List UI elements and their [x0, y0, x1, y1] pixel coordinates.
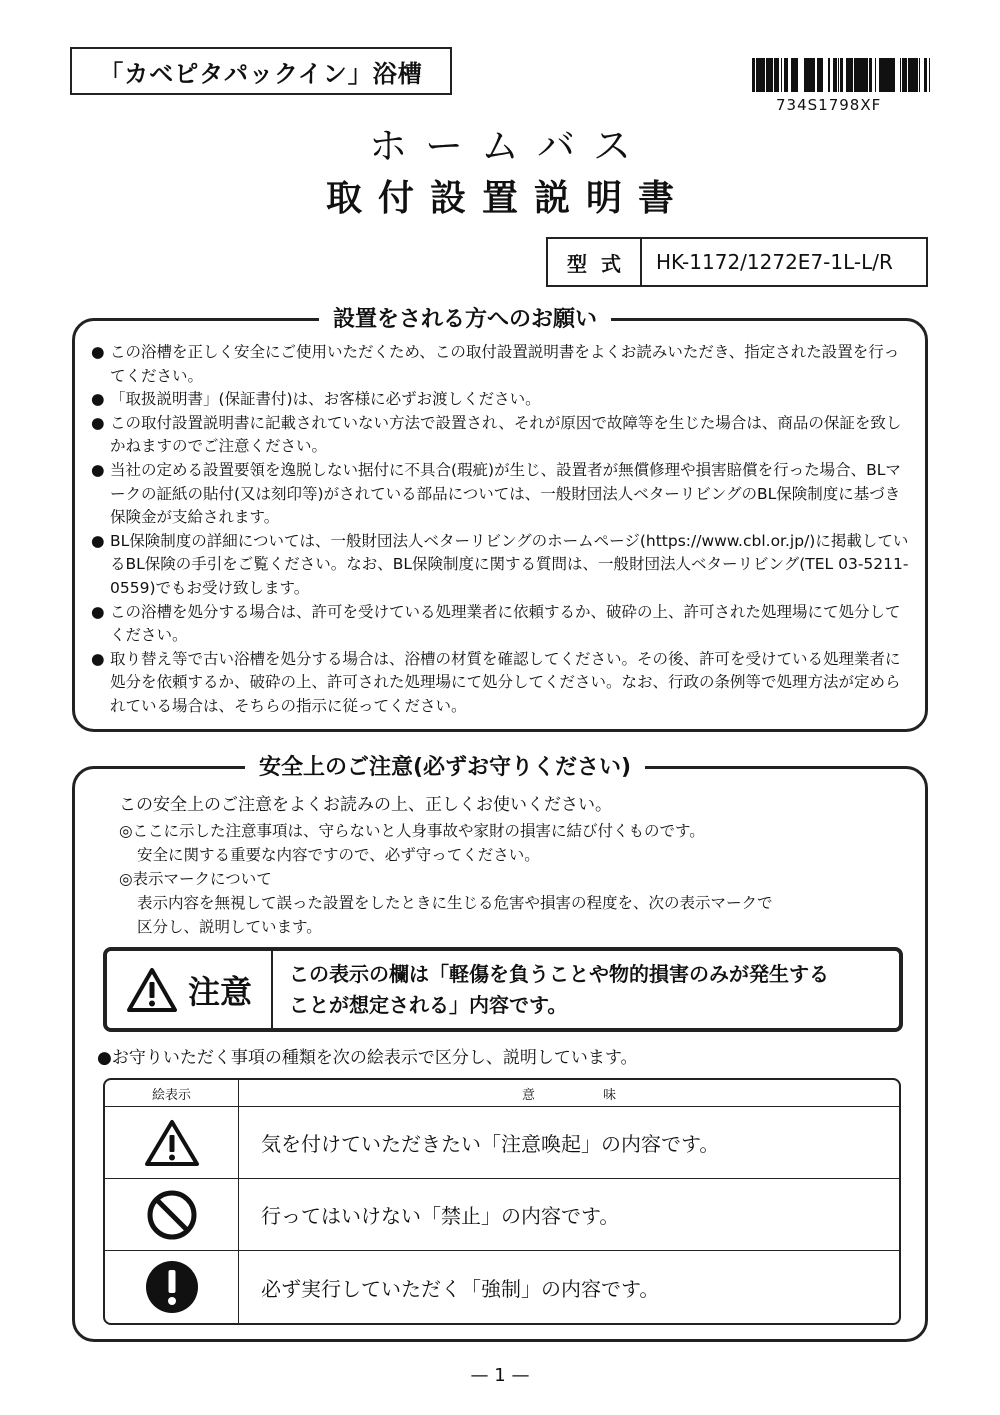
- barcode-bar: [900, 58, 901, 92]
- barcode-bar: [793, 58, 795, 92]
- header-symbol: 絵表示: [105, 1080, 239, 1106]
- barcode-bar: [822, 58, 823, 92]
- barcode-bar: [888, 58, 890, 92]
- document-title-line2: 取付設置説明書: [325, 178, 690, 219]
- barcode-bar: [858, 58, 859, 92]
- barcode-bar: [764, 58, 765, 92]
- installer-requests-title: 設置をされる方へのお願い: [319, 302, 611, 333]
- barcode-bar: [926, 58, 927, 92]
- symbol-table-header: [105, 1080, 899, 1107]
- barcode-bar: [811, 58, 813, 92]
- caution-description: [273, 951, 899, 1028]
- safety-note-2-cont: 区分し、説明しています。: [137, 918, 322, 936]
- installer-requests-box: [72, 307, 928, 732]
- barcode-bar: [919, 58, 920, 92]
- caution-word: 注意: [187, 972, 252, 1011]
- barcode-bar: [768, 58, 770, 92]
- model-box: [546, 237, 928, 287]
- barcode-bar: [752, 58, 753, 92]
- request-item: ● 「取扱説明書」(保証書付)は、お客様に必ずお渡しください。: [91, 388, 913, 412]
- barcode-bar: [836, 58, 837, 92]
- barcode-bar: [835, 58, 836, 92]
- barcode-bar: [846, 58, 849, 92]
- request-item: ● この取付設置説明書に記載されていない方法で設置され、それが原因で故障等を生じた場合は、商品の保証を致しかねますのでご注意ください。: [91, 412, 913, 459]
- barcode-bar: [913, 58, 916, 92]
- barcode-bar: [786, 58, 787, 92]
- barcode-bar: [842, 58, 843, 92]
- table-row: [105, 1179, 899, 1251]
- barcode-bar: [849, 58, 850, 92]
- row-meaning: 気を付けていただきたい「注意喚起」の内容です。: [261, 1132, 720, 1156]
- barcode-bar: [875, 58, 876, 92]
- request-item: ● 取り替え等で古い浴槽を処分する場合は、浴槽の材質を確認してください。その後、許可を受けている処理業者に処分を依頼するか、破砕の上、許可された処理場にて処分してください。なお、行政の条例等で処理方法が定められている場合は、そちらの指示に従ってください。: [91, 648, 913, 719]
- barcode-bar: [894, 58, 895, 92]
- request-item: ● この浴槽を処分する場合は、許可を受けている処理業者に依頼するか、破砕の上、許可された処理場にて処分してください。: [91, 601, 913, 648]
- prohibition-icon: [145, 1188, 199, 1242]
- safety-note-2: 表示内容を無視して誤った設置をしたときに生じる危害や損害の程度を、次の表示マークで: [137, 894, 773, 912]
- barcode-bar: [902, 58, 904, 92]
- barcode-bar: [850, 58, 852, 92]
- barcode-bar: [766, 58, 768, 92]
- symbol-table: [103, 1078, 901, 1325]
- request-item: ● BL保険制度の詳細については、一般財団法人ベターリビングのホームページ(https://www.cbl.or.jp/)に掲載しているBL保険の手引をご覧ください。なお、BL保険制度に関する質問は、一般財団法人ベターリビング(TEL 03-5211-0559)でもお受け致します。: [91, 530, 913, 601]
- barcode-bar: [911, 58, 912, 92]
- barcode-bar: [756, 58, 758, 92]
- barcode-bar: [758, 58, 761, 92]
- safety-intro: この安全上のご注意をよくお読みの上、正しくお使いください。: [119, 795, 612, 815]
- caution-description-line: この表示の欄は「軽傷を負うことや物的損害のみが発生する: [289, 961, 829, 986]
- barcode-number: 734S1798XF: [776, 96, 882, 114]
- barcode-bar: [841, 58, 842, 92]
- product-tag: 「カベピタパックイン」浴槽: [70, 47, 452, 95]
- barcode-bar: [916, 58, 918, 92]
- request-item: ● 当社の定める設置要領を逸脱しない据付に不具合(瑕疵)が生じ、設置者が無償修理や損害賠償を行った場合、BLマークの証紙の貼付(又は刻印等)がされている部品については、一般財団法人ベターリビングのBL保険制度に基づき保険金が支給されます。: [91, 459, 913, 530]
- barcode-bar: [885, 58, 888, 92]
- barcode-bar: [792, 58, 793, 92]
- barcode-bar: [865, 58, 868, 92]
- safety-note-1-cont: 安全に関する重要な内容ですので、必ず守ってください。: [137, 846, 540, 864]
- barcode-bar: [753, 58, 754, 92]
- barcode-graphic: [752, 58, 930, 92]
- barcode-bar: [859, 58, 862, 92]
- table-row: [105, 1251, 899, 1323]
- barcode-bar: [813, 58, 815, 92]
- barcode-bar: [762, 58, 764, 92]
- barcode-bar: [806, 58, 807, 92]
- document-title-line1: ホームバス: [368, 124, 649, 168]
- barcode-bar: [852, 58, 853, 92]
- barcode-bar: [819, 58, 822, 92]
- row-meaning: 必ず実行していただく「強制」の内容です。: [261, 1276, 660, 1301]
- barcode-bar: [862, 58, 865, 92]
- barcode-bar: [854, 58, 855, 92]
- symbol-explanation-note: ●お守りいただく事項の種類を次の絵表示で区分し、説明しています。: [97, 1048, 638, 1068]
- barcode-bar: [906, 58, 907, 92]
- barcode-bar: [817, 58, 819, 92]
- barcode-bar: [905, 58, 906, 92]
- safety-note-2-heading: ◎表示マークについて: [119, 870, 272, 888]
- barcode-bar: [840, 58, 841, 92]
- barcode-bar: [912, 58, 913, 92]
- safety-precautions-box: [72, 755, 928, 1342]
- barcode-bar: [796, 58, 798, 92]
- warning-triangle-icon: [144, 1118, 200, 1168]
- barcode-bar: [924, 58, 926, 92]
- barcode-bar: [904, 58, 905, 92]
- barcode-bar: [784, 58, 786, 92]
- barcode-bar: [838, 58, 839, 92]
- barcode-bar: [879, 58, 881, 92]
- page-number: — 1 —: [470, 1365, 530, 1386]
- barcode-bar: [770, 58, 773, 92]
- barcode-bar: [808, 58, 811, 92]
- barcode-bar: [761, 58, 762, 92]
- model-value: HK-1172/1272E7-1L-L/R: [656, 250, 893, 274]
- barcode-bar: [775, 58, 777, 92]
- barcode-bar: [829, 58, 830, 92]
- barcode-bar: [869, 58, 872, 92]
- barcode-bar: [774, 58, 775, 92]
- barcode-bar: [833, 58, 834, 92]
- barcode-bar: [892, 58, 894, 92]
- caution-definition-box: [103, 947, 903, 1032]
- installer-requests-list: [91, 341, 913, 719]
- mandatory-icon: [144, 1259, 200, 1315]
- barcode-bar: [804, 58, 806, 92]
- barcode-bar: [777, 58, 779, 92]
- model-label: 型式: [548, 239, 642, 285]
- barcode-bar: [795, 58, 796, 92]
- barcode-bar: [781, 58, 782, 92]
- barcode-bar: [908, 58, 909, 92]
- barcode-bar: [855, 58, 858, 92]
- caution-label: [107, 951, 273, 1028]
- barcode-bar: [909, 58, 911, 92]
- barcode-bar: [834, 58, 835, 92]
- barcode-bar: [787, 58, 788, 92]
- barcode-bar: [929, 58, 930, 92]
- request-item: ● この浴槽を正しく安全にご使用いただくため、この取付設置説明書をよくお読みいただき、指定された設置を行ってください。: [91, 341, 913, 388]
- barcode-bar: [884, 58, 885, 92]
- barcode-bar: [881, 58, 884, 92]
- barcode-bar: [828, 58, 829, 92]
- row-meaning: 行ってはいけない「禁止」の内容です。: [261, 1204, 620, 1228]
- barcode-bar: [754, 58, 755, 92]
- safety-note-1: ◎ここに示した注意事項は、守らないと人身事故や家財の損害に結び付くものです。: [119, 822, 705, 840]
- safety-precautions-title: 安全上のご注意(必ずお守りください): [245, 750, 645, 781]
- barcode-bar: [791, 58, 792, 92]
- barcode-bar: [890, 58, 892, 92]
- caution-description-line: ことが想定される」内容です。: [289, 992, 568, 1017]
- barcode-bar: [807, 58, 808, 92]
- table-row: [105, 1107, 899, 1179]
- header-meaning: 意味: [521, 1087, 684, 1103]
- caution-triangle-icon: [126, 966, 178, 1014]
